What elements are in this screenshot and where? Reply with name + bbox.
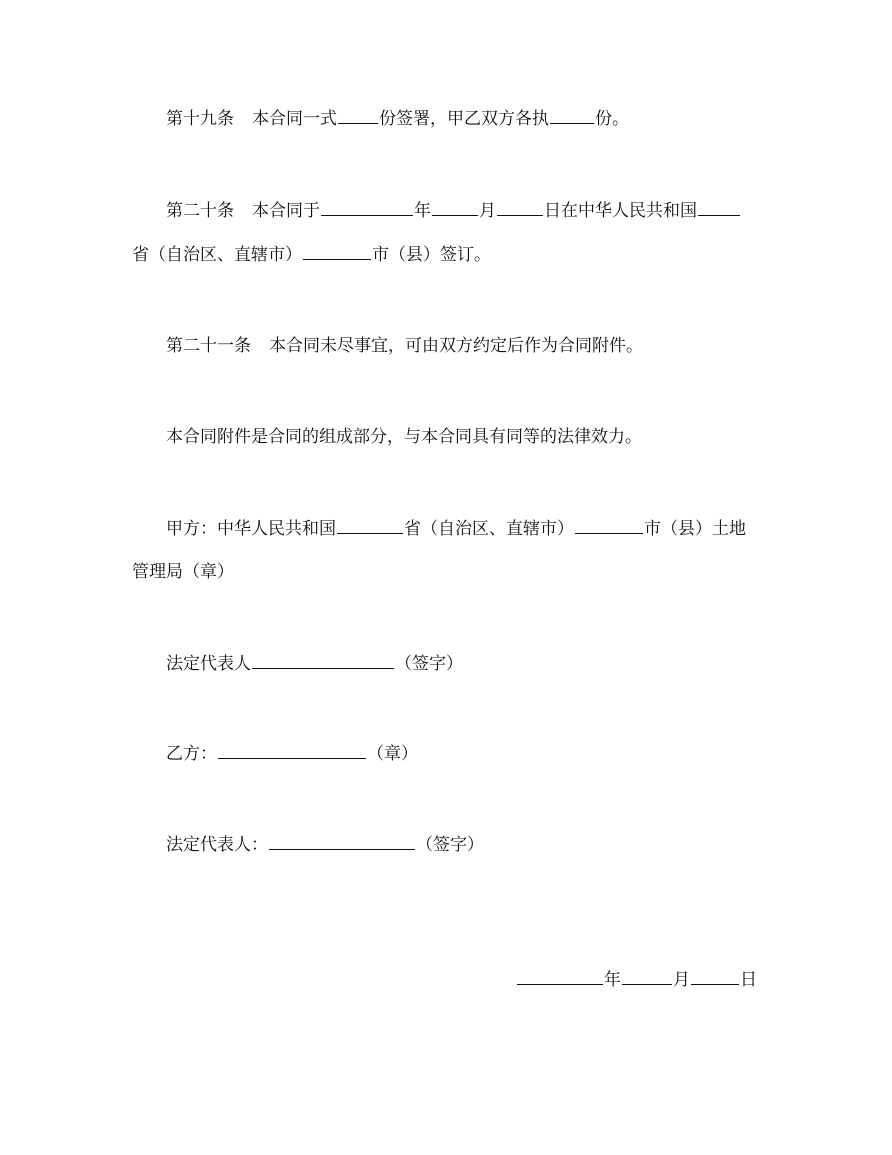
party-a-line-1 [166,517,746,539]
sign-city-blank[interactable] [303,243,371,260]
party-a-line-2: 管理局（章） [132,562,234,582]
attachment-note: 本合同附件是合同的组成部分，与本合同具有同等的法律效力。 [166,427,642,447]
article-19-text-2: 份签署，甲乙双方各执 [379,109,549,129]
article-20-city-label: 市（县）签订。 [372,245,491,265]
article-20-day-location: 日在中华人民共和国 [544,201,697,221]
article-20-number: 第二十条 [166,201,234,221]
representative-b-sign-note: （签字） [416,835,484,855]
copies-each-blank[interactable] [550,107,594,124]
article-20-province-label: 省（自治区、直辖市） [132,245,302,265]
representative-a-signature-blank[interactable] [252,652,394,669]
representative-a-sign-note: （签字） [395,654,463,674]
article-21 [166,335,643,357]
sign-month-blank[interactable] [432,199,478,216]
party-b-seal-note: （章） [367,744,418,764]
representative-a-label: 法定代表人 [166,654,251,674]
signing-date [516,968,757,990]
representative-a [166,652,463,674]
sign-province-blank[interactable] [698,199,740,216]
party-a-city-label: 市（县）土地 [644,519,746,539]
article-21-text: 本合同未尽事宜，可由双方约定后作为合同附件。 [269,336,643,356]
article-19-text-1: 本合同一式 [252,109,337,129]
sign-year-blank[interactable] [321,199,413,216]
article-20-line-2 [132,243,491,265]
date-day-label: 日 [740,970,757,990]
party-b [166,742,418,764]
article-19 [166,107,629,129]
representative-b [166,833,484,855]
article-20-text-1: 本合同于 [252,201,320,221]
article-20-year: 年 [414,201,431,221]
party-a-province-label: 省（自治区、直辖市） [404,519,574,539]
party-b-name-blank[interactable] [218,742,366,759]
copies-total-blank[interactable] [338,107,378,124]
party-a-province-blank[interactable] [337,517,403,534]
article-21-number: 第二十一条 [166,336,251,356]
party-b-label: 乙方： [166,744,217,764]
date-month-blank[interactable] [622,968,672,985]
date-day-blank[interactable] [691,968,739,985]
representative-b-signature-blank[interactable] [269,833,415,850]
article-19-text-3: 份。 [595,109,629,129]
date-year-label: 年 [604,970,621,990]
article-20-line-1 [166,199,741,221]
representative-b-label: 法定代表人： [166,835,268,855]
article-19-number: 第十九条 [166,109,234,129]
party-a-city-blank[interactable] [575,517,643,534]
sign-day-blank[interactable] [497,199,543,216]
article-20-month: 月 [479,201,496,221]
date-year-blank[interactable] [517,968,603,985]
date-month-label: 月 [673,970,690,990]
party-a-prefix: 甲方：中华人民共和国 [166,519,336,539]
